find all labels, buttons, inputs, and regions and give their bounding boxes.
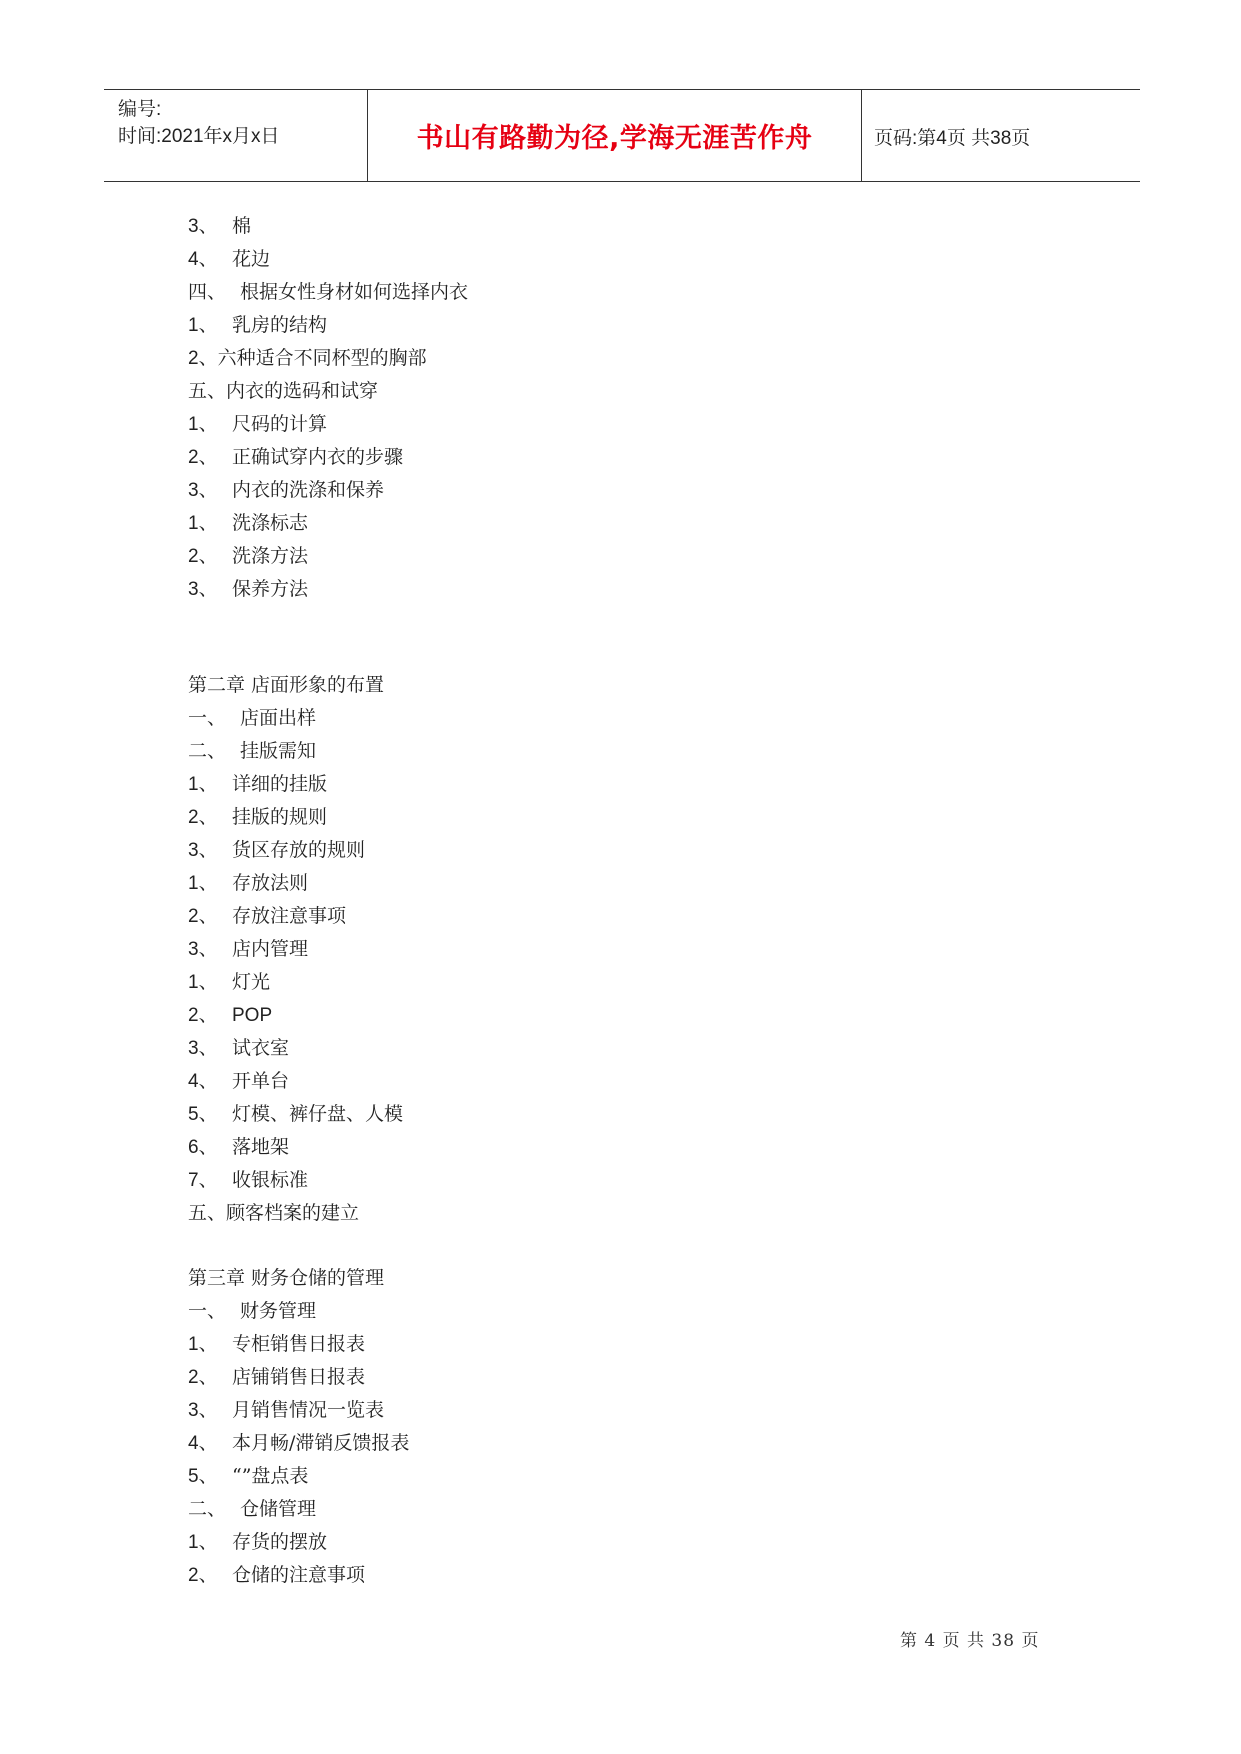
outline-item-number: 2、 xyxy=(188,546,218,567)
outline-item xyxy=(188,411,327,437)
outline-item-text: 货区存放的规则 xyxy=(232,839,366,861)
outline-section-heading xyxy=(188,1200,359,1226)
header-page-cell xyxy=(862,90,1140,181)
outline-item-number: 7、 xyxy=(188,1170,218,1191)
outline-item-text: POP xyxy=(232,1005,273,1026)
outline-item xyxy=(188,543,308,569)
outline-item-number: 2、 xyxy=(188,1565,218,1586)
outline-item-text: “”盘点表 xyxy=(232,1465,309,1487)
outline-item xyxy=(188,804,327,830)
outline-item-text: 存放法则 xyxy=(232,872,309,894)
outline-item-number: 4、 xyxy=(188,249,218,270)
outline-item-text: 试衣室 xyxy=(232,1037,290,1059)
outline-item-number: 2、 xyxy=(188,1005,218,1026)
document-time-label: 时间:2021年x月x日 xyxy=(118,126,280,147)
outline-item-number: 1、 xyxy=(188,414,218,435)
outline-item-text: 收银标准 xyxy=(232,1169,309,1191)
outline-item-number: 6、 xyxy=(188,1137,218,1158)
outline-item xyxy=(188,246,270,272)
outline-item-number: 2、 xyxy=(188,807,218,828)
outline-item-number: 2、 xyxy=(188,906,218,927)
outline-item xyxy=(188,1397,384,1423)
outline-item xyxy=(188,312,327,338)
outline-item xyxy=(188,870,308,896)
outline-item-number: 1、 xyxy=(188,315,218,336)
outline-item xyxy=(188,1430,409,1456)
outline-item-text: 财务管理 xyxy=(240,1300,317,1322)
outline-item-number: 3、 xyxy=(188,840,218,861)
outline-item-text: 店面出样 xyxy=(240,707,317,729)
outline-item xyxy=(188,771,327,797)
outline-item-number: 2、 xyxy=(188,447,218,468)
outline-section-heading xyxy=(188,279,468,305)
page-header xyxy=(104,89,1140,182)
header-motto: 书山有路勤为径,学海无涯苦作舟 xyxy=(416,123,813,154)
outline-item-text: 灯光 xyxy=(232,971,271,993)
outline-item-number: 2、 xyxy=(188,348,218,369)
outline-item xyxy=(188,1463,308,1489)
outline-item-text: 灯模、裤仔盘、人模 xyxy=(232,1103,404,1125)
chapter-heading xyxy=(188,672,384,698)
outline-item-text: 洗涤标志 xyxy=(232,512,309,534)
outline-item-text: 月销售情况一览表 xyxy=(232,1399,385,1421)
outline-item xyxy=(188,1529,327,1555)
page-footer: 第 4 页 共 38 页 xyxy=(900,1631,1040,1651)
outline-item-text: 挂版需知 xyxy=(240,740,317,762)
outline-item-text: 棉 xyxy=(232,215,252,237)
outline-item-number: 5、 xyxy=(188,1104,218,1125)
outline-item xyxy=(188,576,308,602)
outline-item xyxy=(188,1331,365,1357)
outline-item xyxy=(188,1167,308,1193)
outline-item-text: 仓储管理 xyxy=(240,1498,317,1520)
outline-item-number: 5、 xyxy=(188,1466,218,1487)
header-motto-cell xyxy=(368,90,862,181)
chapter-heading-text: 第三章 财务仓储的管理 xyxy=(188,1267,385,1289)
outline-item xyxy=(188,1068,289,1094)
header-page-code: 页码:第4页 共38页 xyxy=(874,128,1031,149)
outline-item xyxy=(188,1134,289,1160)
outline-section-heading xyxy=(188,705,316,731)
outline-item-number: 2、 xyxy=(188,1367,218,1388)
outline-item-number: 3、 xyxy=(188,1400,218,1421)
outline-item-number: 4、 xyxy=(188,1071,218,1092)
outline-section-heading xyxy=(188,738,316,764)
outline-item-number: 二、 xyxy=(188,1498,227,1520)
outline-item-text: 花边 xyxy=(232,248,271,270)
outline-item xyxy=(188,1562,365,1588)
outline-item xyxy=(188,969,270,995)
outline-item-number: 1、 xyxy=(188,513,218,534)
outline-item-number: 四、 xyxy=(188,281,227,303)
outline-item-text: 保养方法 xyxy=(232,578,309,600)
outline-item-number: 1、 xyxy=(188,873,218,894)
outline-item xyxy=(188,1364,365,1390)
outline-item xyxy=(188,444,403,470)
outline-item-text: 店内管理 xyxy=(232,938,309,960)
outline-section-heading xyxy=(188,1298,316,1324)
document-number-label: 编号: xyxy=(118,99,162,120)
outline-item-text: 根据女性身材如何选择内衣 xyxy=(240,281,469,303)
outline-item-text: 内衣的选码和试穿 xyxy=(226,380,379,402)
outline-item-text: 店铺销售日报表 xyxy=(232,1366,366,1388)
outline-item-number: 3、 xyxy=(188,480,218,501)
header-info-cell xyxy=(104,90,368,181)
outline-item-number: 1、 xyxy=(188,1334,218,1355)
outline-item-text: 开单台 xyxy=(232,1070,290,1092)
outline-item-text: 详细的挂版 xyxy=(232,773,328,795)
outline-item-text: 存货的摆放 xyxy=(232,1531,328,1553)
outline-item-number: 3、 xyxy=(188,579,218,600)
outline-item-text: 仓储的注意事项 xyxy=(232,1564,366,1586)
outline-item-text: 挂版的规则 xyxy=(232,806,328,828)
outline-item-number: 1、 xyxy=(188,1532,218,1553)
outline-item-number: 4、 xyxy=(188,1433,218,1454)
outline-item xyxy=(188,936,308,962)
outline-item-number: 二、 xyxy=(188,740,227,762)
outline-item-text: 顾客档案的建立 xyxy=(226,1202,360,1224)
outline-item xyxy=(188,903,346,929)
outline-item-number: 1、 xyxy=(188,774,218,795)
outline-item-number: 3、 xyxy=(188,939,218,960)
outline-section-heading xyxy=(188,378,378,404)
outline-item-text: 存放注意事项 xyxy=(232,905,347,927)
outline-item-text: 本月畅/滞销反馈报表 xyxy=(232,1432,410,1454)
outline-item xyxy=(188,1101,403,1127)
outline-item-text: 内衣的洗涤和保养 xyxy=(232,479,385,501)
outline-item xyxy=(188,213,251,239)
outline-item-number: 一、 xyxy=(188,707,227,729)
outline-item-text: 专柜销售日报表 xyxy=(232,1333,366,1355)
outline-item xyxy=(188,1002,272,1028)
outline-item-text: 落地架 xyxy=(232,1136,290,1158)
outline-item xyxy=(188,345,427,371)
outline-item xyxy=(188,477,384,503)
outline-item xyxy=(188,510,308,536)
outline-item-text: 尺码的计算 xyxy=(232,413,328,435)
outline-item-text: 洗涤方法 xyxy=(232,545,309,567)
outline-section-heading xyxy=(188,1496,316,1522)
chapter-heading-text: 第二章 店面形象的布置 xyxy=(188,674,385,696)
outline-item-text: 乳房的结构 xyxy=(232,314,328,336)
outline-item-number: 五、 xyxy=(188,1203,227,1224)
outline-item-number: 1、 xyxy=(188,972,218,993)
outline-item-text: 正确试穿内衣的步骤 xyxy=(232,446,404,468)
outline-item-text: 六种适合不同杯型的胸部 xyxy=(217,347,427,369)
outline-item xyxy=(188,1035,289,1061)
outline-item-number: 五、 xyxy=(188,381,227,402)
outline-item-number: 一、 xyxy=(188,1300,227,1322)
chapter-heading xyxy=(188,1265,384,1291)
outline-item-number: 3、 xyxy=(188,216,218,237)
outline-item-number: 3、 xyxy=(188,1038,218,1059)
outline-item xyxy=(188,837,365,863)
